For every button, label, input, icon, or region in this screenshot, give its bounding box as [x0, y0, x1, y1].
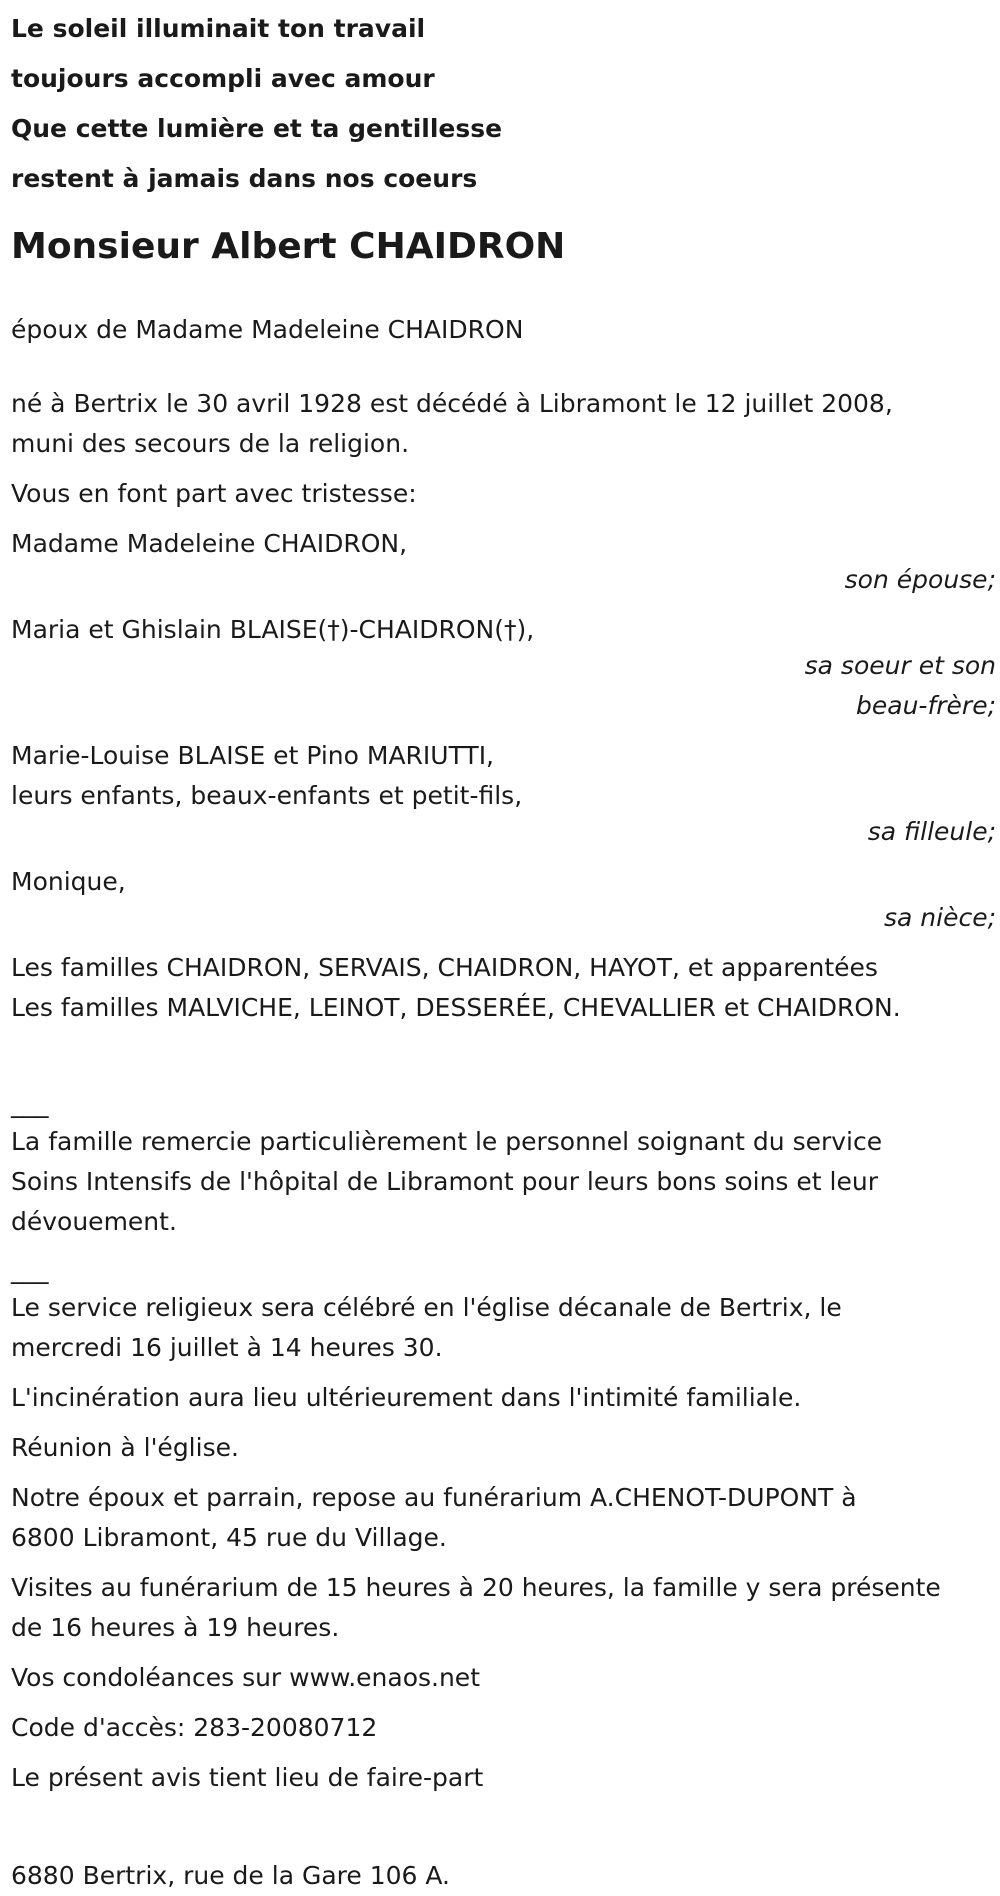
families-paragraph — [11, 948, 995, 1028]
thanks-line: dévouement. — [11, 1207, 177, 1236]
access-code-line: Code d'accès: 283-20080712 — [11, 1713, 378, 1742]
spouse-line: époux de Madame Madeleine CHAIDRON — [11, 315, 524, 344]
family-role: son épouse; — [844, 565, 996, 594]
family-entry — [11, 736, 995, 852]
condolences-line: Vos condoléances sur www.enaos.net — [11, 1663, 480, 1692]
family-role: sa nièce; — [883, 903, 996, 932]
visits-line: Visites au funérarium de 15 heures à 20 heures, la famille y sera présente — [11, 1573, 941, 1602]
families-line: Les familles MALVICHE, LEINOT, DESSERÉE, CHEVALLIER et CHAIDRON. — [11, 993, 901, 1022]
rest-paragraph — [11, 1478, 995, 1558]
families-line: Les familles CHAIDRON, SERVAIS, CHAIDRON, HAYOT, et apparentées — [11, 953, 878, 982]
notice-line: Le présent avis tient lieu de faire-part — [11, 1763, 484, 1792]
family-role: sa soeur et son — [804, 651, 996, 680]
birth-death-paragraph — [11, 384, 995, 464]
poem-line: restent à jamais dans nos coeurs — [11, 164, 478, 193]
rest-line: Notre époux et parrain, repose au funérarium A.CHENOT-DUPONT à — [11, 1483, 857, 1512]
service-paragraph — [11, 1288, 995, 1368]
family-names: Monique, — [11, 867, 126, 896]
thanks-line: Soins Intensifs de l'hôpital de Libramont pour leurs bons soins et leur — [11, 1167, 878, 1196]
separator: ___ — [11, 1089, 49, 1118]
rest-line: 6800 Libramont, 45 rue du Village. — [11, 1523, 447, 1552]
poem-line: Le soleil illuminait ton travail — [11, 14, 426, 43]
separator: ___ — [11, 1255, 49, 1284]
family-names: Madame Madeleine CHAIDRON, — [11, 529, 408, 558]
family-names: leurs enfants, beaux-enfants et petit-fils, — [11, 781, 523, 810]
poem — [11, 4, 995, 204]
poem-line: toujours accompli avec amour — [11, 64, 435, 93]
thanks-paragraph — [11, 1122, 995, 1242]
address-line: 6880 Bertrix, rue de la Gare 106 A. — [11, 1861, 450, 1890]
family-role: sa filleule; — [867, 817, 996, 846]
birth-death-line: muni des secours de la religion. — [11, 429, 410, 458]
poem-line: Que cette lumière et ta gentillesse — [11, 114, 503, 143]
meeting-line: Réunion à l'église. — [11, 1433, 239, 1462]
family-names: Maria et Ghislain BLAISE(†)-CHAIDRON(†), — [11, 615, 535, 644]
family-role: beau-frère; — [856, 691, 996, 720]
family-names: Marie-Louise BLAISE et Pino MARIUTTI, — [11, 741, 495, 770]
visits-paragraph — [11, 1568, 995, 1648]
cremation-line: L'incinération aura lieu ultérieurement dans l'intimité familiale. — [11, 1383, 802, 1412]
family-entry — [11, 610, 995, 726]
family-entry — [11, 862, 995, 938]
thanks-line: La famille remercie particulièrement le personnel soignant du service — [11, 1127, 883, 1156]
visits-line: de 16 heures à 19 heures. — [11, 1613, 340, 1642]
intro-line: Vous en font part avec tristesse: — [11, 479, 417, 508]
deceased-name: Monsieur Albert CHAIDRON — [11, 226, 566, 267]
family-entry — [11, 524, 995, 600]
service-line: mercredi 16 juillet à 14 heures 30. — [11, 1333, 443, 1362]
service-line: Le service religieux sera célébré en l'église décanale de Bertrix, le — [11, 1293, 842, 1322]
family-list — [11, 524, 995, 938]
birth-death-line: né à Bertrix le 30 avril 1928 est décédé à Libramont le 12 juillet 2008, — [11, 389, 893, 418]
